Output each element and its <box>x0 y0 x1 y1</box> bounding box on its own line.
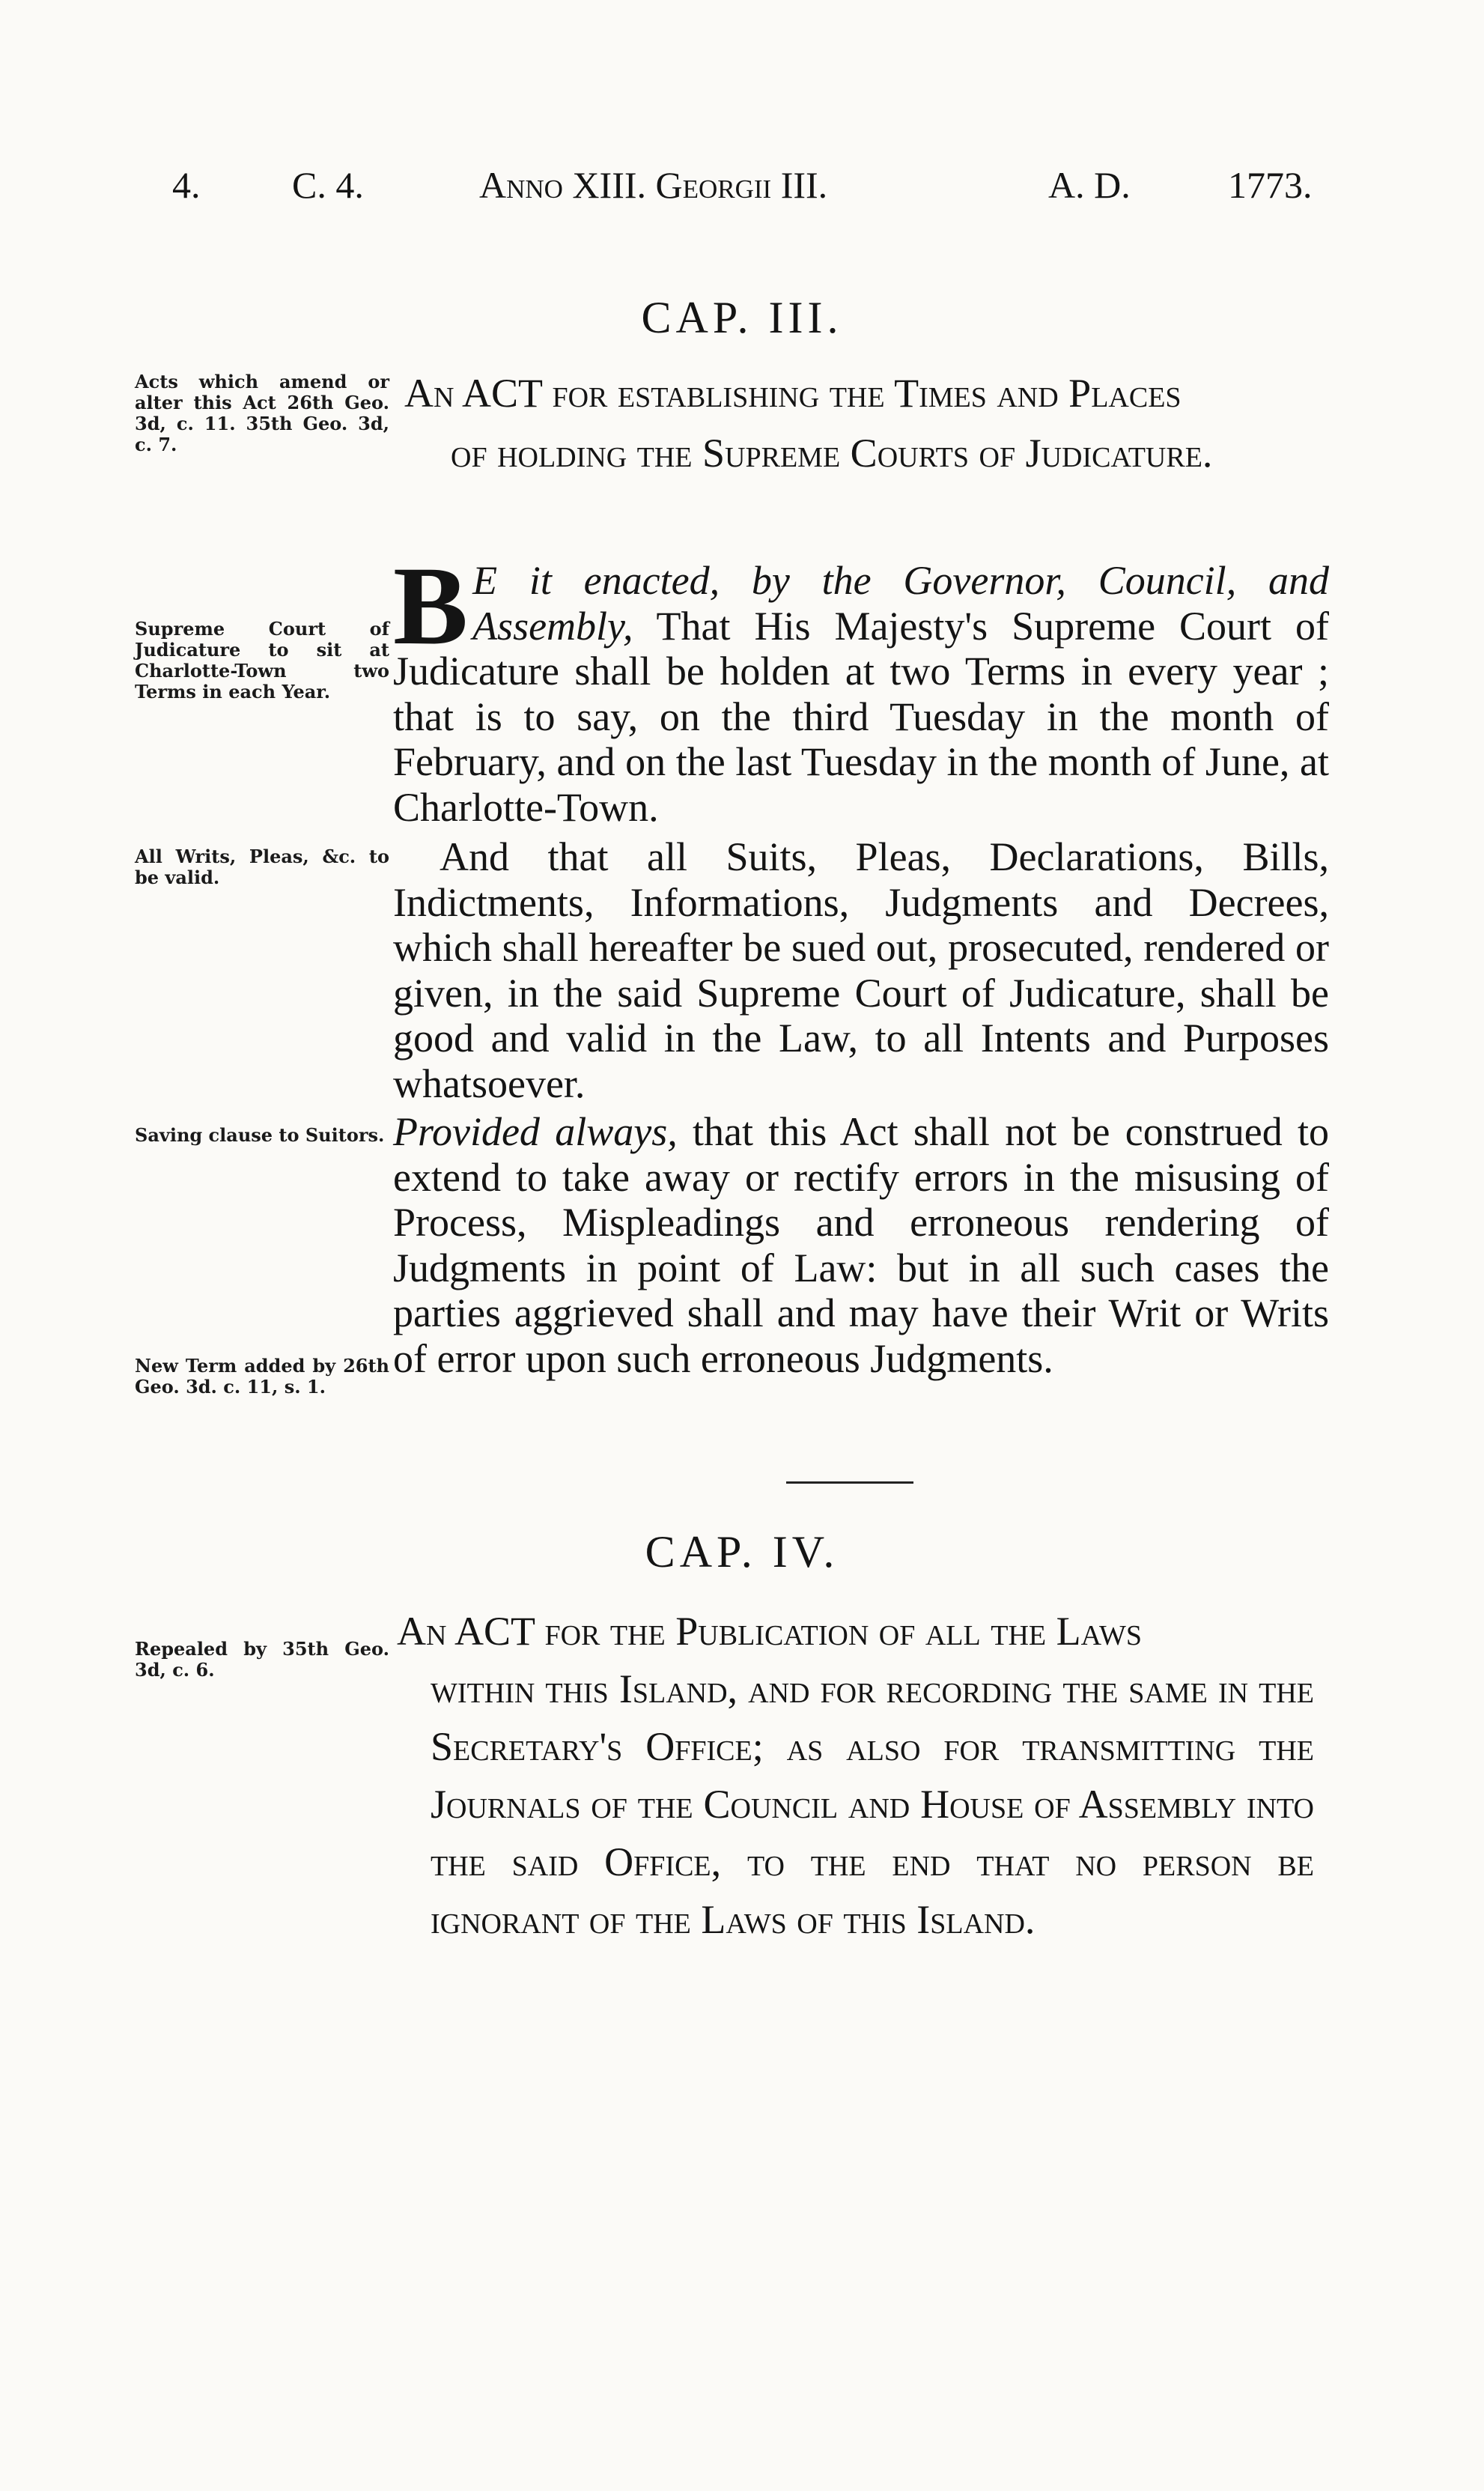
margin-note-amendments: Acts which amend or alter this Act 26th Geo. 3d, c. 11. 35th Geo. 3d, c. 7. <box>135 371 389 455</box>
act-title-cap4-line1: An ACT for the Publication of all the Laws <box>397 1609 1142 1654</box>
regnal-title: Anno XIII. Georgii III. <box>479 164 828 206</box>
act-title-cap3-line1: An ACT for establishing the Times and Places <box>404 371 1182 416</box>
section-divider <box>786 1481 913 1484</box>
margin-note-repealed: Repealed by 35th Geo. 3d, c. 6. <box>135 1638 389 1681</box>
running-header <box>172 163 1333 216</box>
act-title-cap4-rest: within this Island, and for recording the same in the Secretary's Office; as also for transmitting the Journals of the Council and House of Assembly into the said Office, to the end that no person be ignorant of the Laws of this Island. <box>431 1666 1314 1942</box>
page-number: 4. <box>172 164 201 206</box>
chapter-ref: C. 4. <box>292 164 364 206</box>
proviso-text: that this Act shall not be construed to extend to take away or rectify errors in the misusing of Process, Mispleadings and erroneous rendering of Judgments in point of Law: but in all such cases the parties aggrieved shall and may have their Writ or Writs of error upon such erroneous Judgments. <box>393 1109 1329 1381</box>
anno-domini: A. D. <box>1048 164 1131 206</box>
margin-note-writs-valid: All Writs, Pleas, &c. to be valid. <box>135 846 389 888</box>
proviso-paragraph <box>393 1109 1329 1381</box>
margin-note-court-terms: Supreme Court of Judicature to sit at Charlotte-Town two Terms in each Year. <box>135 618 389 703</box>
validity-paragraph: And that all Suits, Pleas, Declarations, Bills, Indictments, Informations, Judgments and Decrees, which shall hereafter be sued out, prosecuted, rendered or given, in the said Supreme Court of Judicature, shall be good and valid in the Law, to all Intents and Purposes whatsoever. <box>393 834 1329 1106</box>
year: 1773. <box>1228 164 1313 206</box>
act-title-cap3-rest: of holding the Supreme Courts of Judicature. <box>451 431 1213 476</box>
act-title-cap3 <box>404 363 1329 483</box>
enacting-clause: E it enacted, by the Governor, Council, and Assembly, <box>472 558 1329 649</box>
chapter-heading-cap3: CAP. III. <box>641 293 843 342</box>
enacting-paragraph <box>393 544 1329 830</box>
drop-cap: B <box>393 544 469 668</box>
chapter-heading-cap4: CAP. IV. <box>645 1527 839 1577</box>
court-terms-text: That His Majesty's Supreme Court of Judicature shall be holden at two Terms in every year ; that is to say, on the third Tuesday in the month of February, and on the last Tuesday in the month of June, at Charlotte-Town. <box>393 603 1329 830</box>
proviso-lead: Provided always, <box>393 1109 678 1154</box>
act-title-cap4 <box>397 1603 1314 1949</box>
margin-note-saving-clause: Saving clause to Suitors. <box>135 1124 385 1146</box>
margin-note-new-term: New Term added by 26th Geo. 3d. c. 11, s. 1. <box>135 1355 389 1398</box>
